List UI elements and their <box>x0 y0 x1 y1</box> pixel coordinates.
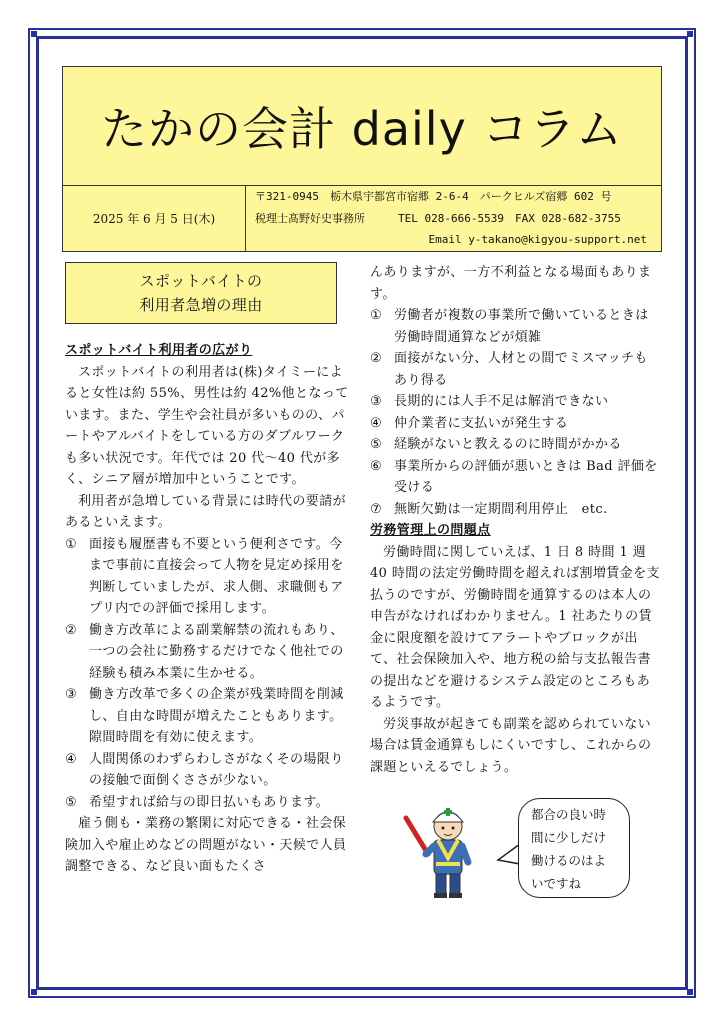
paragraph: 雇う側も・業務の繁閑に対応できる・社会保険加入や雇止めなどの問題がない・天候で人員調整できる、など良い面もたくさ <box>65 816 347 874</box>
list-item: ④ 仲介業者に支払いが発生する <box>370 415 569 431</box>
office-email: Email y-takano@kigyou-support.net <box>428 233 647 246</box>
list-item: ⑤ 希望すれば給与の即日払いもあります。 <box>65 794 330 810</box>
list-item: ② 働き方改革による副業解禁の流れもあり、一つの会社に勤務するだけでなく他社での経験も積み本業に生かせる。 <box>65 622 344 681</box>
newsletter-title: たかの会計 daily コラム <box>101 102 623 156</box>
corner-ornament <box>684 986 696 998</box>
contact-info <box>247 186 661 251</box>
list-item: ⑥ 事業所からの評価が悪いときは Bad 評価を受ける <box>370 458 658 495</box>
article-title-line: スポットバイトの <box>139 272 263 290</box>
article-title-line: 利用者急増の理由 <box>139 296 263 314</box>
list-item: ④ 人間関係のわずらわしさがなくその場限りの接触で面倒くささが少ない。 <box>65 751 344 788</box>
list-item: ② 面接がない分、人材との間でミスマッチもあり得る <box>370 351 648 388</box>
list-item: ① 面接も履歴書も不要という便利さです。今まで事前に直接会って人物を見定め採用を判断していましたが、求人側、求職側もアプリ内での評価で採用します。 <box>65 536 344 616</box>
corner-ornament <box>684 28 696 40</box>
paragraph: んありますが、一方不利益となる場面もあります。 <box>370 265 652 302</box>
left-column <box>65 262 355 878</box>
newsletter-header <box>62 66 662 252</box>
paragraph: 労働時間に関していえば、1 日 8 時間 1 週 40 時間の法定労働時間を超えれば割増賃金を支払うのですが、労働時間を通算するのは本人の申告がなければわかりません。1 社あたりの賃金に限度額を設けてアラートやブロックが出て、社会保険加入や、地方税の給与支払報告書の提出などを避けるシステム設定のところもあるようです。 <box>370 544 660 710</box>
paragraph: スポットバイトの利用者は(株)タイミーによると女性は約 55%、男性は約 42%他となっています。また、学生や会社員が多いものの、パートやアルバイトをしている方のダブルワークも多い状況です。年代では 20 代～40 代が多く、シニア層が増加中ということです。 <box>65 364 349 487</box>
list-item: ③ 長期的には人手不足は解消できない <box>370 394 609 409</box>
speech-line: 働けるのはよ <box>531 853 607 868</box>
paragraph: 労災事故が起きても副業を認められていない場合は賃金通算もしにくいですし、これからの課題といえるでしょう。 <box>370 716 652 775</box>
section-heading: 労務管理上の問題点 <box>370 523 491 538</box>
right-column <box>370 262 660 778</box>
corner-ornament <box>28 28 40 40</box>
list-item: ③ 働き方改革で多くの企業が残業時間を削減し、自由な時間が増えたこともあります。隙間時間を有効に使えます。 <box>65 687 344 745</box>
title-row <box>63 67 661 186</box>
speech-bubble <box>518 798 630 898</box>
worker-illustration <box>398 796 498 900</box>
office-phone-fax: 税理士髙野好史事務所 TEL 028-666-5539 FAX 028-682-3755 <box>255 212 621 225</box>
speech-line: 間に少しだけ <box>531 830 607 845</box>
section-heading: スポットバイト利用者の広がり <box>65 343 253 358</box>
office-address: 〒321-0945 栃木県宇都宮市宿郷 2-6-4 パークヒルズ宿郷 602 号 <box>255 190 612 203</box>
speech-line: いですね <box>531 876 582 891</box>
list-item: ① 労働者が複数の事業所で働いているときは労働時間通算などが煩雑 <box>370 308 649 345</box>
article-title-box <box>65 262 337 324</box>
list-item: ⑤ 経験がないと教えるのに時間がかかる <box>370 437 622 452</box>
corner-ornament <box>28 986 40 998</box>
list-item: ⑦ 無断欠勤は一定期間利用停止 etc. <box>370 501 608 517</box>
speech-line: 都合の良い時 <box>531 807 607 822</box>
issue-date: 2025 年 6 月 5 日(木) <box>63 186 246 251</box>
paragraph: 利用者が急増している背景には時代の要請があるといえます。 <box>65 493 347 530</box>
